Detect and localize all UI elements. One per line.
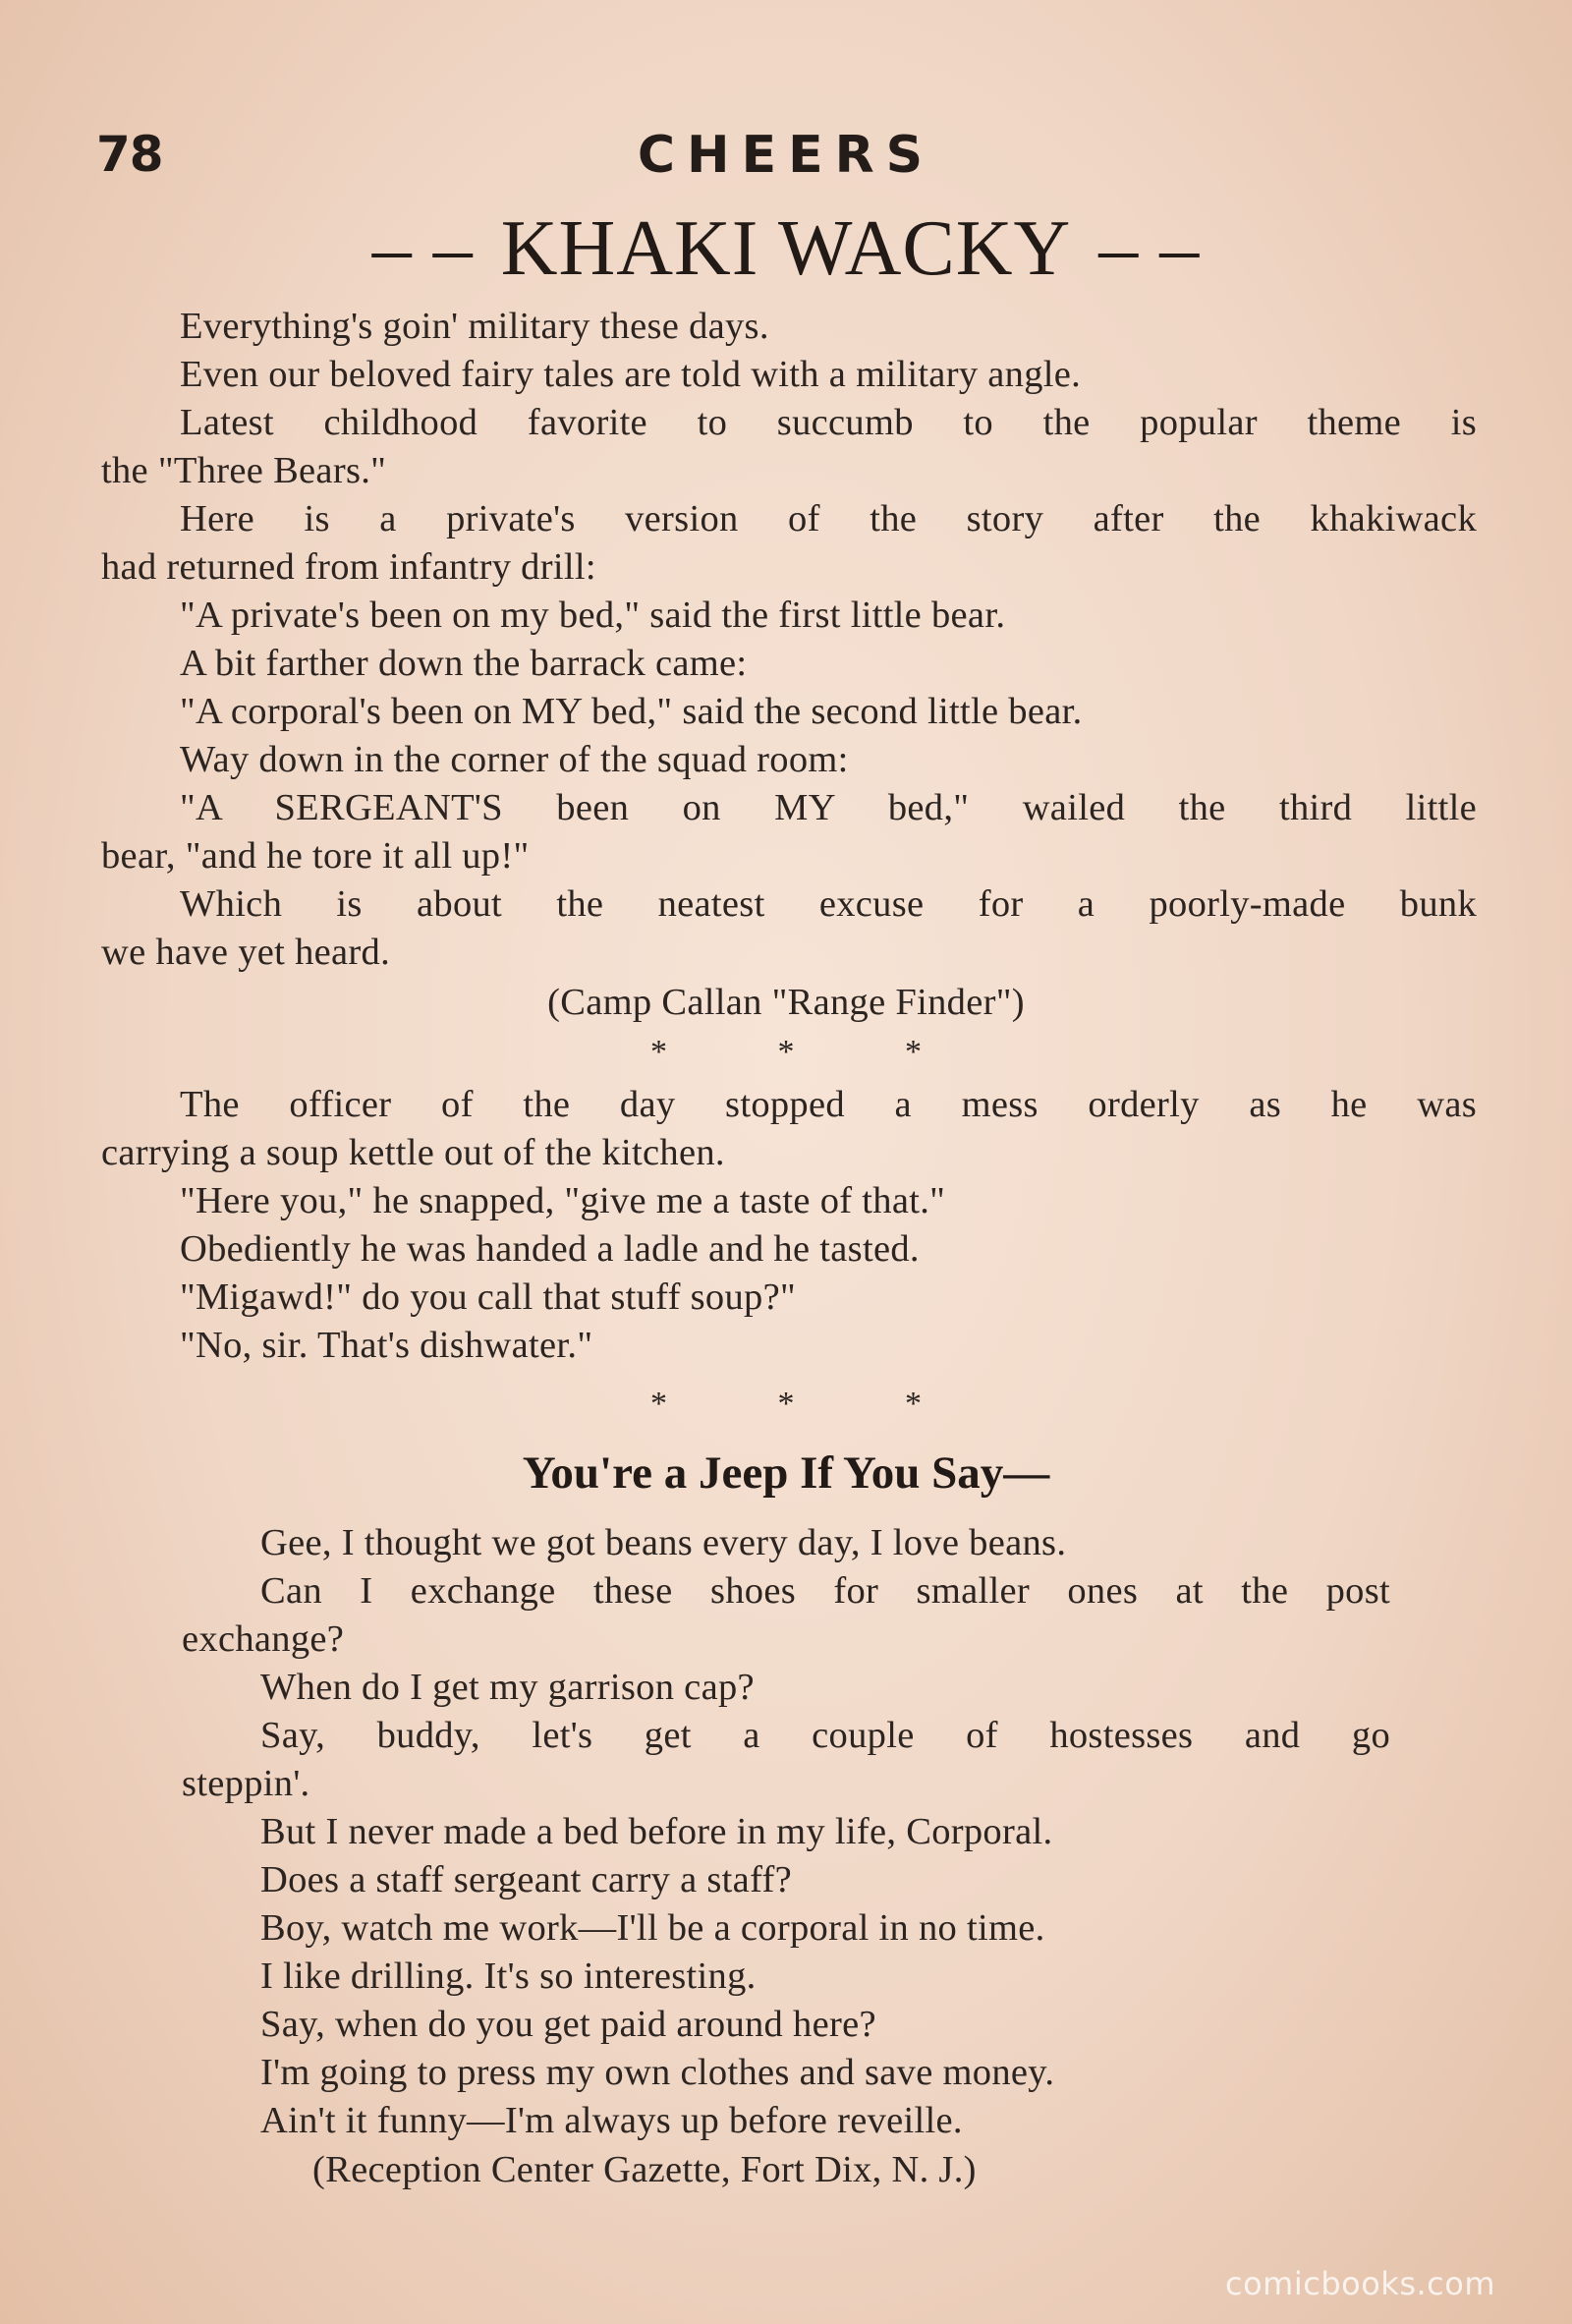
story-line: The officer of the day stopped a mess orderly as he was	[180, 1084, 1477, 1125]
list-item: I'm going to press my own clothes and save money.	[260, 2052, 1055, 2093]
list-item: Say, when do you get paid around here?	[260, 2004, 876, 2045]
article-title	[0, 204, 1572, 294]
story-line: "A SERGEANT'S been on MY bed," wailed the third little	[180, 787, 1477, 828]
story-line: Latest childhood favorite to succumb to the popular theme is	[180, 402, 1477, 443]
story-line: Even our beloved fairy tales are told with a military angle.	[180, 354, 1082, 395]
story-line: Obediently he was handed a ladle and he tasted.	[180, 1228, 920, 1270]
story-line: had returned from infantry drill:	[101, 546, 596, 588]
story-source: (Camp Callan "Range Finder")	[547, 982, 1025, 1023]
separator-stars: * * *	[650, 1034, 973, 1070]
story-line: Here is a private's version of the story after the khakiwack	[180, 498, 1477, 539]
title-dashes-right: – –	[1098, 205, 1201, 292]
story-line: Everything's goin' military these days.	[180, 306, 769, 347]
story-line: Which is about the neatest excuse for a poorly-made bunk	[180, 883, 1477, 925]
story-line: "Here you," he snapped, "give me a taste of that."	[180, 1180, 946, 1221]
story-line: bear, "and he tore it all up!"	[101, 835, 530, 877]
article-title-text: KHAKI WACKY	[500, 205, 1072, 292]
list-item: When do I get my garrison cap?	[260, 1667, 755, 1708]
list-source: (Reception Center Gazette, Fort Dix, N. J.)	[312, 2149, 977, 2190]
list-item: I like drilling. It's so interesting.	[260, 1956, 757, 1997]
list-item: Boy, watch me work—I'll be a corporal in no time.	[260, 1907, 1045, 1949]
list-item: exchange?	[182, 1618, 345, 1660]
story-line: A bit farther down the barrack came:	[180, 643, 748, 684]
story-line: we have yet heard.	[101, 932, 390, 973]
list-item: Can I exchange these shoes for smaller ones at the post	[260, 1570, 1390, 1612]
magazine-title: CHEERS	[637, 126, 935, 185]
page-number: 78	[96, 126, 163, 183]
list-item: Ain't it funny—I'm always up before reveille.	[260, 2100, 963, 2141]
story-line: the "Three Bears."	[101, 450, 387, 491]
story-line: Way down in the corner of the squad room:	[180, 739, 849, 780]
list-item: Gee, I thought we got beans every day, I love beans.	[260, 1522, 1067, 1563]
list-item: But I never made a bed before in my life, Corporal.	[260, 1811, 1053, 1852]
list-item: steppin'.	[182, 1763, 310, 1804]
story-line: "Migawd!" do you call that stuff soup?"	[180, 1276, 796, 1318]
story-line: "A corporal's been on MY bed," said the second little bear.	[180, 691, 1083, 732]
title-dashes-left: – –	[371, 205, 474, 292]
watermark: comicbooks.com	[1224, 2265, 1495, 2302]
separator-stars: * * *	[650, 1386, 973, 1422]
story-line: "A private's been on my bed," said the first little bear.	[180, 595, 1006, 636]
list-item: Say, buddy, let's get a couple of hostesses and go	[260, 1715, 1390, 1756]
section-title: You're a Jeep If You Say—	[522, 1447, 1050, 1499]
story-line: "No, sir. That's dishwater."	[180, 1325, 593, 1366]
list-item: Does a staff sergeant carry a staff?	[260, 1859, 793, 1900]
story-line: carrying a soup kettle out of the kitchen.	[101, 1132, 725, 1173]
